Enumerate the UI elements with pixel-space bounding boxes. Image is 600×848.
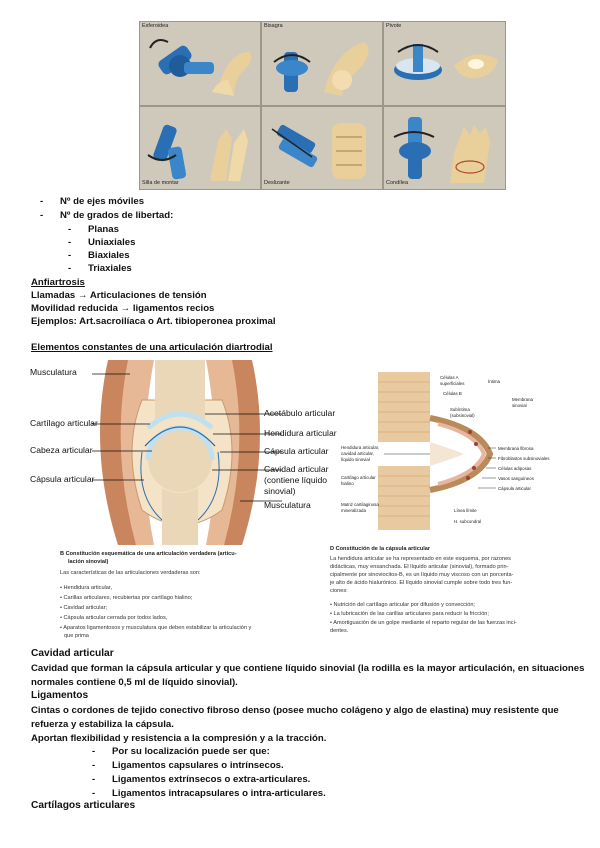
histology-label: Matriz cartilaginosa <box>341 502 379 507</box>
paragraph-line: Ejemplos: Art.sacroilíaca o Art. tibioperonea proximal <box>31 316 276 327</box>
paragraph-line: Llamadas → Articulaciones de tensión <box>31 290 207 301</box>
hinge-illustration <box>262 22 382 105</box>
diagram-label: Musculatura <box>264 500 311 510</box>
panel-silla-de-montar <box>140 107 260 189</box>
histology-label: Vasos sanguíneos <box>498 476 534 481</box>
histology-label: cavidad articular, <box>341 451 374 456</box>
histology-label: sinovial <box>512 403 527 408</box>
paragraph-line: Movilidad reducida → ligamentos recios <box>31 303 215 314</box>
section-heading: Cartílagos articulares <box>31 800 136 811</box>
figure-caption-item: • Hendidura articular, <box>60 585 113 591</box>
figure-caption-text: Las características de las articulaciones verdaderas son: <box>60 570 201 576</box>
diagram-label: Cartílago articular <box>30 418 98 428</box>
diagram-label: Hendidura articular <box>264 428 337 438</box>
histology-label: líquido sinovial <box>341 457 370 462</box>
pivot-illustration <box>384 22 505 105</box>
saddle-illustration <box>140 107 260 189</box>
figure-caption-item: • Amortiguación de un golpe mediante el reparto regular de las fuerzas inci- <box>330 620 517 626</box>
figure-caption-item: que prima <box>64 633 89 639</box>
section-heading: Elementos constantes de una articulación diartrodial <box>31 342 273 353</box>
figure-caption-title: D Constitución de la cápsula articular <box>330 546 431 552</box>
figure-caption-item: • Cavidad articular; <box>60 605 108 611</box>
panel-label: Esferoidea <box>142 23 169 29</box>
histology-label: Línea límite <box>454 508 477 513</box>
histology-label: Membrana <box>512 397 533 402</box>
figure-caption-item: dentes. <box>330 628 349 634</box>
histology-label: Membrana fibrosa <box>498 446 534 451</box>
paragraph-line: normales contiene 0,5 ml de líquido sinovial). <box>31 677 238 688</box>
section-heading: Anfiartrosis <box>31 277 85 288</box>
diagram-label: Musculatura <box>30 367 77 377</box>
histology-label: Fibroblastos subsinoviales <box>498 456 550 461</box>
section-heading: Ligamentos <box>31 690 89 701</box>
condyloid-illustration <box>384 107 505 189</box>
panel-label: Deslizante <box>264 180 290 186</box>
histology-label: hialino <box>341 481 354 486</box>
histology-label: mineralizada <box>341 508 366 513</box>
histology-label: Hendidura articular, <box>341 445 380 450</box>
histology-label: Subíntima <box>450 407 470 412</box>
figure-caption-title: lación sinovial) <box>68 559 109 565</box>
diagram-label: Cápsula articular <box>30 474 95 484</box>
diagram-label: (contiene líquido <box>264 475 328 485</box>
panel-esferoidea <box>140 22 260 105</box>
panel-deslizante <box>262 107 382 189</box>
diagram-label: Cabeza articular <box>30 445 93 455</box>
panel-label: Silla de montar <box>142 180 179 186</box>
figure-caption-text: didácticas, muy ensanchada. El líquido articular (sinovial), formado prin- <box>330 564 509 570</box>
histology-label: Cartílago articular <box>341 475 376 480</box>
panel-condilea <box>384 107 505 189</box>
histology-label: Células A <box>440 375 459 380</box>
figure-caption-item: • Carillas articulares, recubiertas por cartílago hialino; <box>60 595 193 601</box>
figure-caption-item: • Nutrición del cartílago articular por difusión y convección; <box>330 602 475 608</box>
figure-caption-text: ciones: <box>330 588 348 594</box>
figure-caption-item: • La lubricación de las carillas articulares para reducir la fricción; <box>330 611 489 617</box>
panel-label: Bisagra <box>264 23 283 29</box>
histology-label: H. subcondral <box>454 519 482 524</box>
diagram-label: Cavidad articular <box>264 464 329 474</box>
figure-caption-text: La hendidura articular se ha representado en este esquema, por razones <box>330 556 511 562</box>
figure-caption-text: cipalmente por sinoviocitos-B, es un líquido muy viscoso con un porcenta- <box>330 572 514 578</box>
paragraph-line: refuerza y estabiliza la cápsula. <box>31 719 174 730</box>
section-heading: Cavidad articular <box>31 648 114 659</box>
paragraph-line: Aportan flexibilidad y resistencia a la compresión y a la tracción. <box>31 733 327 744</box>
panel-label: Pivote <box>386 23 402 29</box>
diagram-label: sinovial) <box>264 486 296 496</box>
histology-label: Células B <box>443 391 462 396</box>
diagram-label: Acetábulo articular <box>264 408 336 418</box>
figure-caption-text: je alto de ácido hialurónico. El líquido sinovial cumple sobre todo tres fun- <box>330 580 513 586</box>
panel-pivote <box>384 22 505 105</box>
gliding-illustration <box>262 107 382 189</box>
paragraph-line: Cavidad que forman la cápsula articular y que contiene líquido sinovial (la rodilla es la mayor articulación, en situaciones <box>31 663 585 674</box>
diagram-label: Cápsula articular <box>264 446 329 456</box>
panel-bisagra <box>262 22 382 105</box>
joint-types-figure <box>139 21 506 190</box>
histology-label: (subsinovial) <box>450 413 475 418</box>
figure-caption-item: • Aparatos ligamentosos y musculatura que deben estabilizar la articulación y <box>60 625 252 631</box>
histology-label: Cápsula articular <box>498 486 531 491</box>
ball-socket-illustration <box>140 22 260 105</box>
figure-caption-title: B Constitución esquemática de una articulación verdadera (articu- <box>60 551 237 557</box>
histology-label: Células adiposas <box>498 466 532 471</box>
figure-caption-item: • Cápsula articular cerrada por todos lados, <box>60 615 168 621</box>
panel-label: Condílea <box>386 180 409 186</box>
paragraph-line: Cintas o cordones de tejido conectivo fibroso denso (posee mucho colágeno y algo de elastina) muy resistente que <box>31 705 559 716</box>
histology-label: Íntima <box>488 379 500 384</box>
histology-label: superficiales <box>440 381 465 386</box>
